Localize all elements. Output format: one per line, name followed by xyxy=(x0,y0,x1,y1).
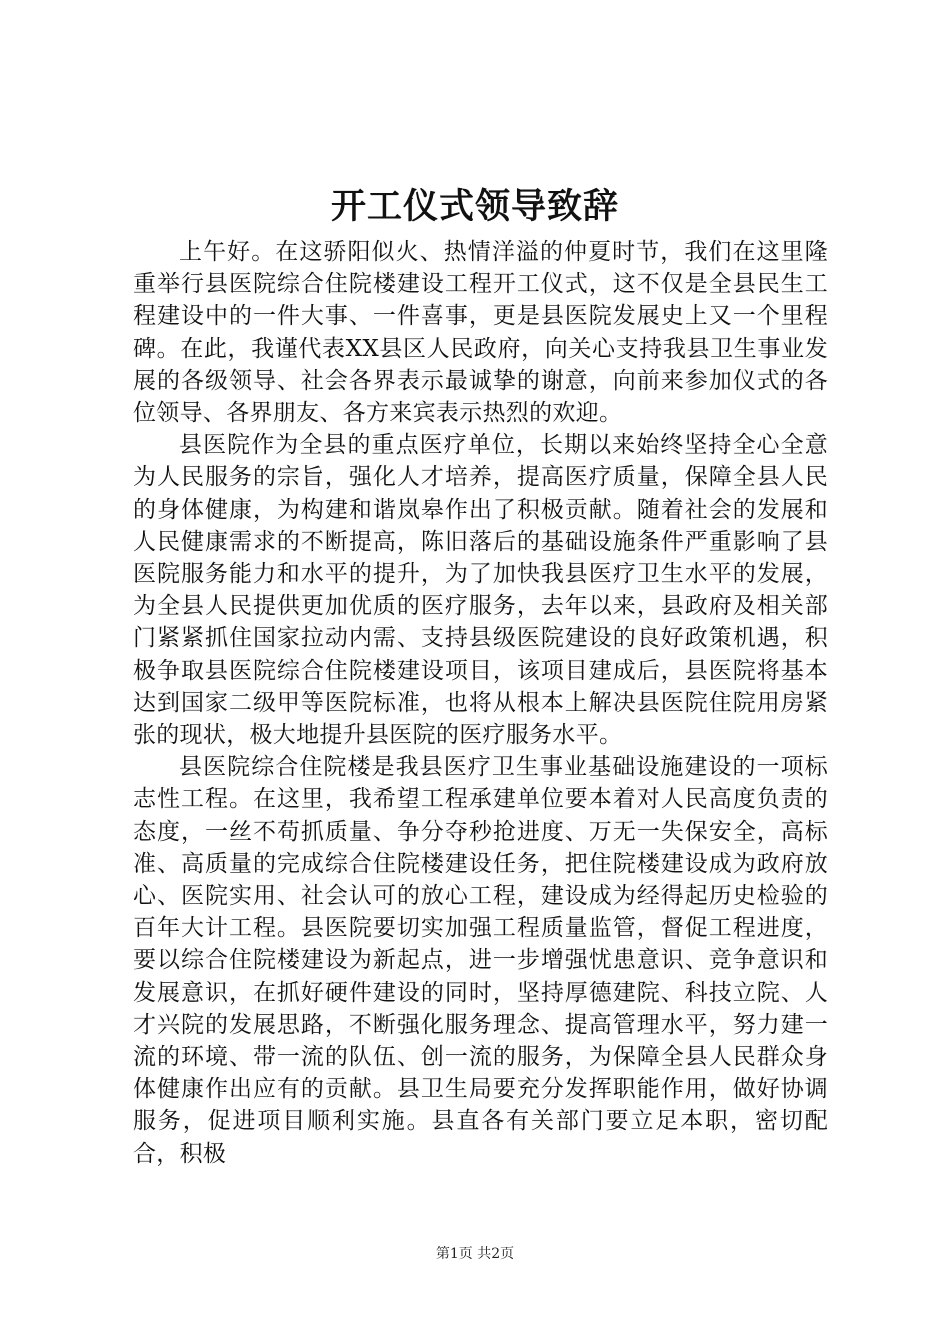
page-number-footer: 第1页 共2页 xyxy=(435,1246,515,1262)
document-body xyxy=(133,236,828,1170)
paragraph-3: 县医院综合住院楼是我县医疗卫生事业基础设施建设的一项标志性工程。在这里，我希望工程承建单位要本着对人民高度负责的态度，一丝不苟抓质量、争分夺秒抢进度、万无一失保安全，高标准、高质量的完成综合住院楼建设任务，把住院楼建设成为政府放心、医院实用、社会认可的放心工程，建设成为经得起历史检验的百年大计工程。县医院要切实加强工程质量监管，督促工程进度，要以综合住院楼建设为新起点，进一步增强忧患意识、竞争意识和发展意识，在抓好硬件建设的同时，坚持厚德建院、科技立院、人才兴院的发展思路，不断强化服务理念、提高管理水平，努力建一流的环境、带一流的队伍、创一流的服务，为保障全县人民群众身体健康作出应有的贡献。县卫生局要充分发挥职能作用，做好协调服务，促进项目顺利实施。县直各有关部门要立足本职，密切配合，积极 xyxy=(133,754,828,1167)
paragraph-2: 县医院作为全县的重点医疗单位，长期以来始终坚持全心全意为人民服务的宗旨，强化人才培养，提高医疗质量，保障全县人民的身体健康，为构建和谐岚皋作出了积极贡献。随着社会的发展和人民健康需求的不断提高，陈旧落后的基础设施条件严重影响了县医院服务能力和水平的提升，为了加快我县医疗卫生水平的发展，为全县人民提供更加优质的医疗服务，去年以来，县政府及相关部门紧紧抓住国家拉动内需、支持县级医院建设的良好政策机遇，积极争取县医院综合住院楼建设项目，该项目建成后，县医院将基本达到国家二级甲等医院标准，也将从根本上解决县医院住院用房紧张的现状，极大地提升县医院的医疗服务水平。 xyxy=(133,432,828,749)
document-title: 开工仪式领导致辞 xyxy=(330,186,619,227)
paragraph-1: 上午好。在这骄阳似火、热情洋溢的仲夏时节，我们在这里隆重举行县医院综合住院楼建设工程开工仪式，这不仅是全县民生工程建设中的一件大事、一件喜事，更是县医院发展史上又一个里程碑。在此，我谨代表XX县区人民政府，向关心支持我县卫生事业发展的各级领导、社会各界表示最诚挚的谢意，向前来参加仪式的各位领导、各界朋友、各方来宾表示热烈的欢迎。 xyxy=(133,239,828,427)
